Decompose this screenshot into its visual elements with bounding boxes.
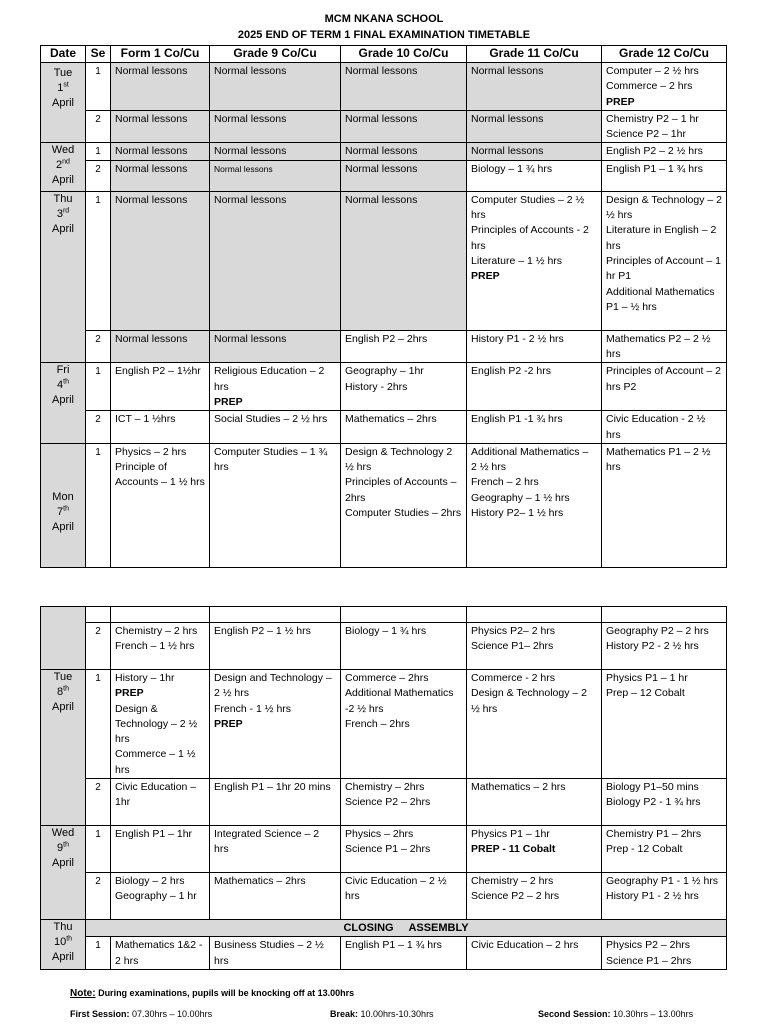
session-number: 2 (86, 160, 111, 191)
exam-cell: Computer – 2 ½ hrs Commerce – 2 hrs PREP (602, 63, 727, 111)
exam-cell: Normal lessons (341, 143, 467, 160)
exam-cell: Design & Technology – 2 ½ hrs Literature in English – 2 hrs Principles of Account – 1 hr P1 Additional Mathematics P1 – ½ hrs (602, 191, 727, 330)
exam-cell: Design and Technology – 2 ½ hrs French - 1 ½ hrs PREP (210, 670, 341, 779)
date-cell: Wed 9th April (41, 826, 86, 920)
header-session: Se (86, 46, 111, 63)
exam-cell: Geography P1 - 1 ½ hrs History P1 - 2 ½ hrs (602, 873, 727, 920)
header-grade10: Grade 10 Co/Cu (341, 46, 467, 63)
exam-cell: Biology – 1 ¾ hrs (467, 160, 602, 191)
exam-cell: Physics P1 – 1hr PREP - 11 Cobalt (467, 826, 602, 873)
exam-cell: Civic Education – 1hr (111, 779, 210, 826)
session-number: 1 (86, 363, 111, 411)
exam-cell: Chemistry – 2hrs Science P2 – 2hrs (341, 779, 467, 826)
exam-cell: Civic Education - 2 ½ hrs (602, 411, 727, 444)
session-number: 1 (86, 191, 111, 330)
exam-cell: Normal lessons (341, 191, 467, 330)
exam-cell: Normal lessons (111, 143, 210, 160)
table-row (41, 779, 727, 826)
date-cell: Thu 3rd April (41, 191, 86, 363)
session-number: 2 (86, 330, 111, 363)
date-cell: Wed 2nd April (41, 143, 86, 191)
exam-cell: Normal lessons (111, 160, 210, 191)
table-row (41, 191, 727, 330)
header-grade9: Grade 9 Co/Cu (210, 46, 341, 63)
exam-cell: History P1 - 2 ½ hrs (467, 330, 602, 363)
exam-cell: Normal lessons (341, 160, 467, 191)
table-row (41, 411, 727, 444)
session-number: 2 (86, 779, 111, 826)
exam-cell: Computer Studies – 2 ½ hrs Principles of Accounts - 2 hrs Literature – 1 ½ hrs PREP (467, 191, 602, 330)
table-row (41, 110, 727, 143)
exam-cell: Mathematics – 2 hrs (467, 779, 602, 826)
table-row (41, 623, 727, 670)
exam-cell: Chemistry P2 – 1 hr Science P2 – 1hr (602, 110, 727, 143)
table-row (41, 443, 727, 567)
exam-cell: Biology P1–50 mins Biology P2 - 1 ¾ hrs (602, 779, 727, 826)
exam-cell: Mathematics – 2hrs (210, 873, 341, 920)
exam-cell: English P1 -1 ¾ hrs (467, 411, 602, 444)
exam-cell: Normal lessons (210, 143, 341, 160)
table-row (41, 826, 727, 873)
exam-cell: Normal lessons (111, 330, 210, 363)
table-row (41, 670, 727, 779)
exam-cell: Mathematics – 2hrs (341, 411, 467, 444)
exam-cell: Normal lessons (467, 143, 602, 160)
timetable-page-1 (40, 45, 727, 568)
session-number: 1 (86, 143, 111, 160)
exam-cell: Design & Technology 2 ½ hrs Principles of Accounts – 2hrs Computer Studies – 2hrs (341, 443, 467, 567)
exam-cell: Normal lessons (210, 191, 341, 330)
date-cell: Thu 10th April (41, 920, 86, 970)
header-grade11: Grade 11 Co/Cu (467, 46, 602, 63)
exam-cell: Commerce - 2 hrs Design & Technology – 2 ½ hrs (467, 670, 602, 779)
exam-cell: Business Studies – 2 ½ hrs (210, 937, 341, 970)
table-row (41, 143, 727, 160)
note-label: Note: (70, 988, 96, 999)
exam-cell: Social Studies – 2 ½ hrs (210, 411, 341, 444)
exam-cell: English P1 – 1hr (111, 826, 210, 873)
exam-cell: English P1 – 1 ¾ hrs (341, 937, 467, 970)
exam-cell: Normal lessons (111, 63, 210, 111)
session-number: 2 (86, 110, 111, 143)
exam-cell: Chemistry – 2 hrs Science P2 – 2 hrs (467, 873, 602, 920)
exam-cell: Mathematics P1 – 2 ½ hrs (602, 443, 727, 567)
first-session: First Session: 07.30hrs – 10.00hrs (70, 1009, 213, 1019)
session-number: 2 (86, 411, 111, 444)
exam-cell: English P2 – 2hrs (341, 330, 467, 363)
exam-cell: English P2 -2 hrs (467, 363, 602, 411)
exam-cell: Biology – 2 hrs Geography – 1 hr (111, 873, 210, 920)
exam-cell: Physics P2– 2 hrs Science P1– 2hrs (467, 623, 602, 670)
exam-cell: Physics P1 – 1 hr Prep – 12 Cobalt (602, 670, 727, 779)
table-row (41, 607, 727, 623)
table-row (41, 160, 727, 191)
exam-cell: English P2 – 1½hr (111, 363, 210, 411)
date-cell (41, 607, 86, 670)
exam-cell: Mathematics P2 – 2 ½ hrs (602, 330, 727, 363)
session-number: 2 (86, 623, 111, 670)
exam-cell: Biology – 1 ¾ hrs (341, 623, 467, 670)
exam-cell: Mathematics 1&2 - 2 hrs (111, 937, 210, 970)
table-row (41, 937, 727, 970)
session-number: 1 (86, 670, 111, 779)
session-number: 1 (86, 443, 111, 567)
exam-cell: Normal lessons (210, 110, 341, 143)
exam-cell: Normal lessons (111, 191, 210, 330)
closing-assembly-banner: CLOSING ASSEMBLY (86, 920, 727, 937)
date-cell: Mon 7th April (41, 443, 86, 567)
exam-cell: Normal lessons (210, 330, 341, 363)
second-session: Second Session: 10.30hrs – 13.00hrs (538, 1009, 694, 1019)
exam-cell: Normal lessons (210, 160, 341, 191)
exam-cell: Physics P2 – 2hrs Science P1 – 2hrs (602, 937, 727, 970)
exam-cell: Civic Education – 2 ½ hrs (341, 873, 467, 920)
school-name: MCM NKANA SCHOOL (324, 13, 444, 25)
header-grade12: Grade 12 Co/Cu (602, 46, 727, 63)
exam-cell: Normal lessons (467, 110, 602, 143)
exam-cell: English P2 – 1 ½ hrs (210, 623, 341, 670)
table-row (41, 330, 727, 363)
exam-cell: Chemistry – 2 hrs French – 1 ½ hrs (111, 623, 210, 670)
exam-cell: Normal lessons (341, 63, 467, 111)
exam-cell: English P1 – 1hr 20 mins (210, 779, 341, 826)
exam-cell: Normal lessons (111, 110, 210, 143)
exam-cell: Physics – 2 hrs Principle of Accounts – 1 ½ hrs (111, 443, 210, 567)
exam-cell: Computer Studies – 1 ¾ hrs (210, 443, 341, 567)
exam-cell: Commerce – 2hrs Additional Mathematics -2 ½ hrs French – 2hrs (341, 670, 467, 779)
exam-cell: Additional Mathematics – 2 ½ hrs French – 2 hrs Geography – 1 ½ hrs History P2– 1 ½ hrs (467, 443, 602, 567)
session-number: 1 (86, 826, 111, 873)
exam-cell: History – 1hr PREP Design & Technology – 2 ½ hrs Commerce – 1 ½ hrs (111, 670, 210, 779)
date-cell: Tue 8th April (41, 670, 86, 826)
header-date: Date (41, 46, 86, 63)
note-text: During examinations, pupils will be knocking off at 13.00hrs (95, 988, 355, 998)
exam-cell: Civic Education – 2 hrs (467, 937, 602, 970)
session-number: 2 (86, 873, 111, 920)
exam-cell: Integrated Science – 2 hrs (210, 826, 341, 873)
table-row (41, 363, 727, 411)
table-row (41, 873, 727, 920)
session-number: 1 (86, 63, 111, 111)
header-form1: Form 1 Co/Cu (111, 46, 210, 63)
exam-cell: Geography P2 – 2 hrs History P2 - 2 ½ hrs (602, 623, 727, 670)
note (70, 988, 354, 999)
break-time: Break: 10.00hrs-10.30hrs (330, 1009, 434, 1019)
session-number: 1 (86, 937, 111, 970)
exam-cell: Chemistry P1 – 2hrs Prep - 12 Cobalt (602, 826, 727, 873)
exam-cell: Physics – 2hrs Science P1 – 2hrs (341, 826, 467, 873)
timetable-title: 2025 END OF TERM 1 FINAL EXAMINATION TIMETABLE (237, 29, 531, 41)
exam-cell: Religious Education – 2 hrs PREP (210, 363, 341, 411)
exam-cell: Normal lessons (341, 110, 467, 143)
exam-cell: Geography – 1hr History - 2hrs (341, 363, 467, 411)
exam-cell: Principles of Account – 2 hrs P2 (602, 363, 727, 411)
table-row (41, 63, 727, 111)
exam-cell: English P1 – 1 ¾ hrs (602, 160, 727, 191)
exam-cell: ICT – 1 ½hrs (111, 411, 210, 444)
exam-cell: Normal lessons (210, 63, 341, 111)
exam-cell: English P2 – 2 ½ hrs (602, 143, 727, 160)
timetable-page-2 (40, 606, 727, 970)
date-cell: Tue 1st April (41, 63, 86, 143)
date-cell: Fri 4th April (41, 363, 86, 443)
exam-cell: Normal lessons (467, 63, 602, 111)
table-row (41, 920, 727, 937)
